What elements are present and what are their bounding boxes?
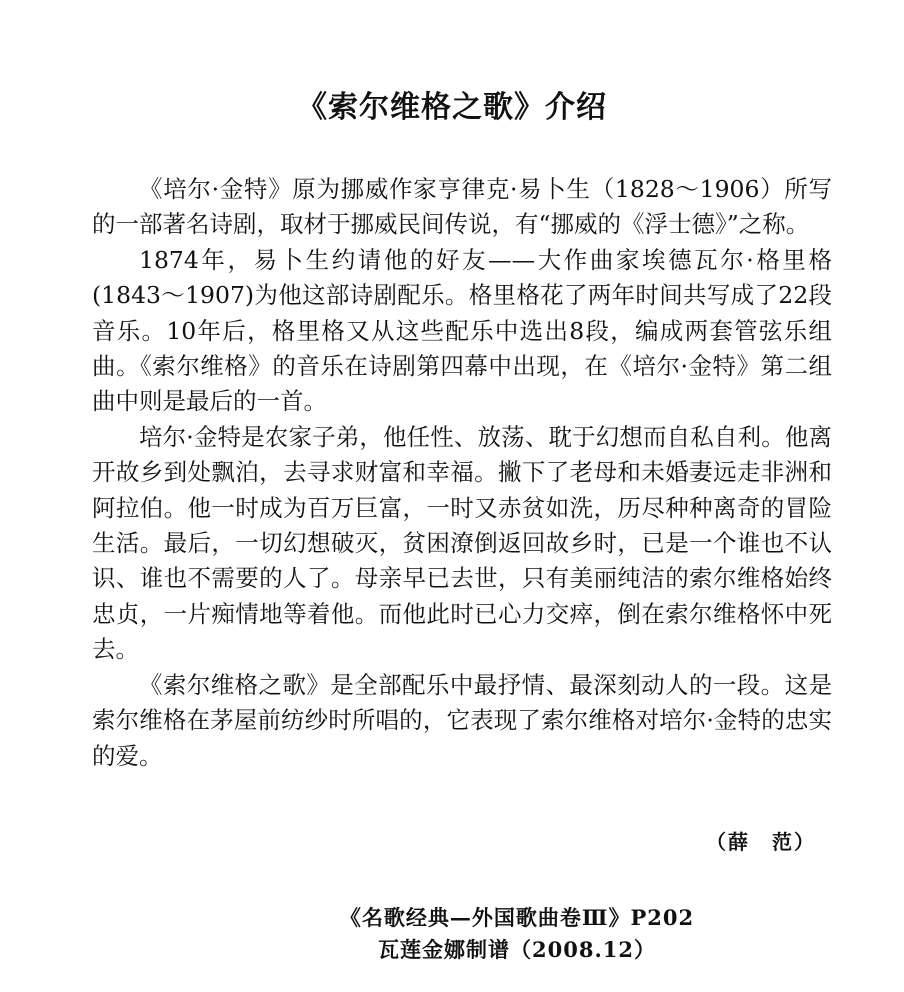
paragraph-1: 《培尔·金特》原为挪威作家亨律克·易卜生（1828～1906）所写的一部著名诗剧，取材于挪威民间传说，有“挪威的《浮士德》”之称。: [92, 175, 832, 239]
author-credit: （薛 范）: [706, 830, 816, 854]
page-title: 《索尔维格之歌》介绍: [297, 90, 607, 125]
paragraph-4: 《索尔维格之歌》是全部配乐中最抒情、最深刻动人的一段。这是索尔维格在茅屋前纺纱时所唱的，它表现了索尔维格对培尔·金特的忠实的爱。: [92, 670, 832, 770]
paragraph-2: 1874年，易卜生约请他的好友——大作曲家埃德瓦尔·格里格(1843～1907)为他这部诗剧配乐。格里格花了两年时间共写成了22段音乐。10年后，格里格又从这些配乐中选出8段，编成两套管弦乐组曲。《索尔维格》的音乐在诗剧第四幕中出现，在《培尔·金特》第二组曲中则是最后的一首。: [92, 245, 832, 416]
article-body: [92, 172, 832, 774]
score-credit: 瓦莲金娜制谱（2008.12）: [378, 937, 656, 962]
source-citation: 《名歌经典—外国歌曲卷Ⅲ》P202: [339, 905, 695, 930]
paragraph-3: 培尔·金特是农家子弟，他任性、放荡、耽于幻想而自私自利。他离开故乡到处飘泊，去寻求财富和幸福。撇下了老母和未婚妻远走非洲和阿拉伯。他一时成为百万巨富，一时又赤贫如洗，历尽种种离奇的冒险生活。最后，一切幻想破灭，贫困潦倒返回故乡时，已是一个谁也不认识、谁也不需要的人了。母亲早已去世，只有美丽纯洁的索尔维格始终忠贞，一片痴情地等着他。而他此时已心力交瘁，倒在索尔维格怀中死去。: [92, 422, 832, 664]
